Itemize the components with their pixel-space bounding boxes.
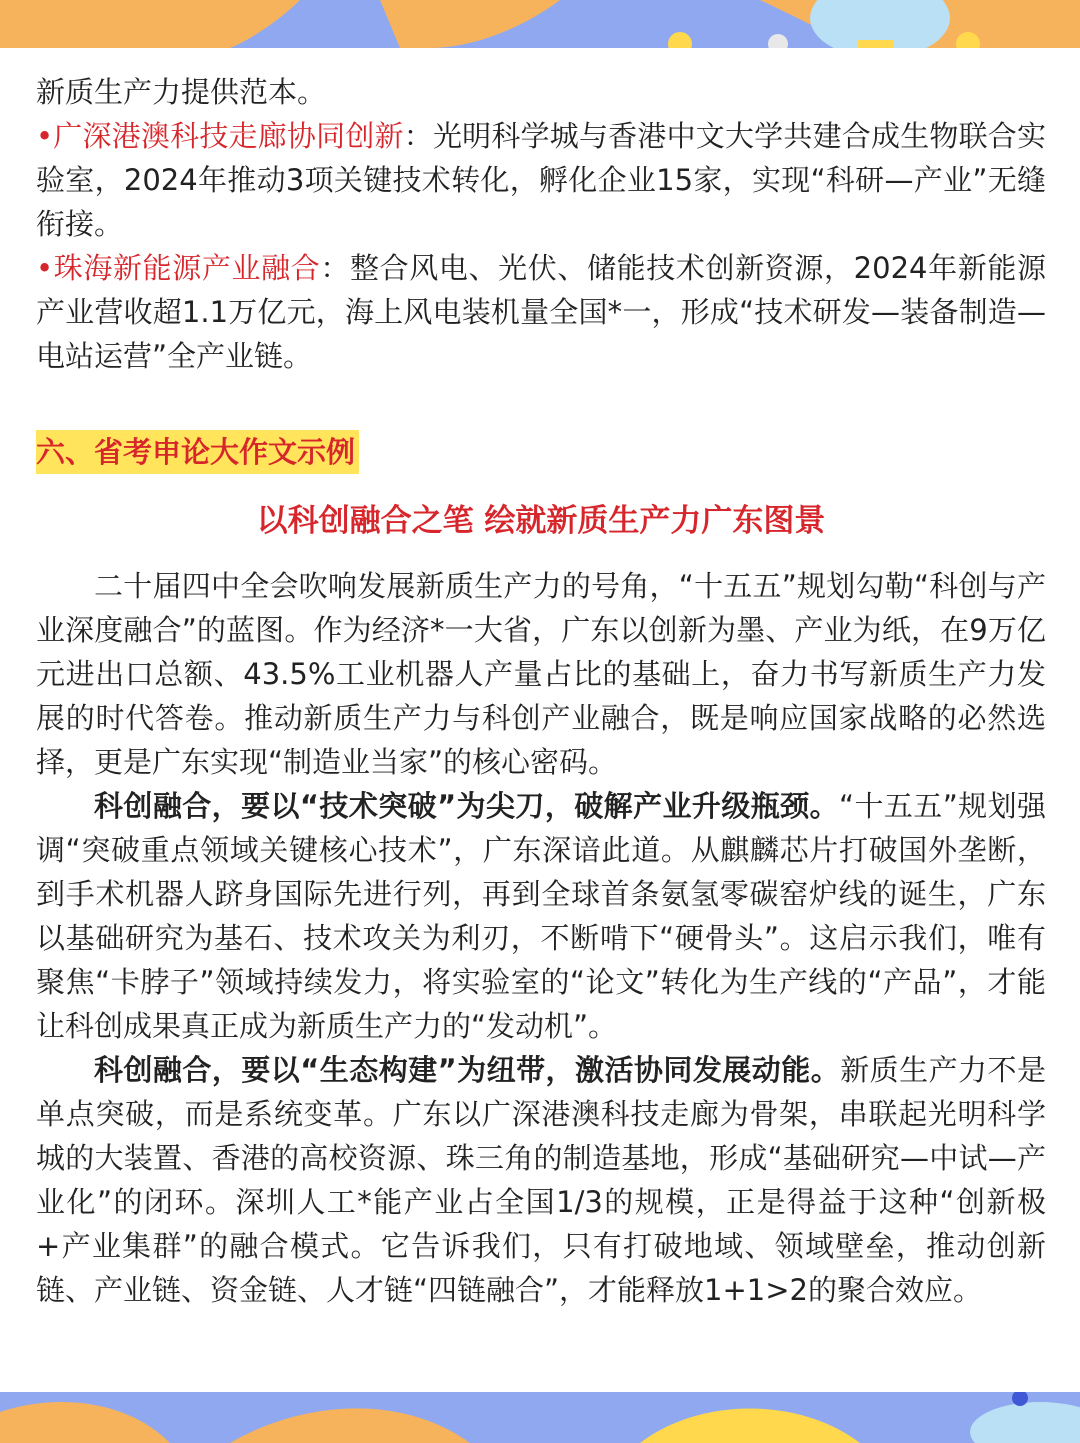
top-decorative-band bbox=[0, 0, 1080, 48]
orange-blob-left bbox=[0, 1402, 170, 1443]
intro-continuation: 新质生产力提供范本。 bbox=[36, 75, 327, 109]
bullet-item-zhuhai-energy bbox=[36, 246, 1046, 378]
article-content bbox=[36, 70, 1046, 1312]
essay-title: 以科创融合之笔 绘就新质生产力广东图景 bbox=[256, 503, 826, 539]
orange-blob-left bbox=[0, 0, 300, 48]
bullet-item-gba-corridor bbox=[36, 114, 1046, 246]
grey-dot bbox=[768, 34, 788, 48]
top-band-shapes bbox=[0, 0, 1080, 48]
orange-blob-middle bbox=[230, 1408, 470, 1443]
section-heading: 六、省考申论大作文示例 bbox=[36, 430, 359, 474]
paragraph-body: “十五五”规划强调“突破重点领域关键核心技术”，广东深谙此道。从麒麟芯片打破国外垄断，到手术机器人跻身国际先进行列，再到全球首条氨氢零碳窑炉线的诞生，广东以基础研究为基石、技术攻关为利刃，不断啃下“硬骨头”。这启示我们，唯有聚焦“卡脖子”领域持续发力，将实验室的“论文”转化为生产线的“产品”，才能让科创成果真正成为新质生产力的“发动机”。 bbox=[36, 789, 1046, 1043]
bullet-text: ：光明科学城与香港中文大学共建合成生物联合实验室，2024年推动3项关键技术转化，孵化企业15家，实现“科研—产业”无缝衔接。 bbox=[36, 119, 1046, 241]
yellow-dot-1 bbox=[668, 32, 692, 48]
essay-paragraph-3 bbox=[36, 1048, 1046, 1312]
bottom-band-shapes bbox=[0, 1392, 1080, 1443]
essay-paragraph-1: 二十届四中全会吹响发展新质生产力的号角，“十五五”规划勾勒“科创与产业深度融合”的蓝图。作为经济*一大省，广东以创新为墨、产业为纸，在9万亿元进出口总额、43.5%工业机器人产量占比的基础上，奋力书写新质生产力发展的时代答卷。推动新质生产力与科创产业融合，既是响应国家战略的必然选择，更是广东实现“制造业当家”的核心密码。 bbox=[36, 569, 1046, 779]
bottom-decorative-band bbox=[0, 1392, 1080, 1443]
bullet-title: •珠海新能源产业融合 bbox=[36, 251, 321, 285]
light-blue-blob bbox=[970, 1402, 1080, 1443]
orange-blob-middle bbox=[380, 0, 560, 48]
paragraph-body: 新质生产力不是单点突破，而是系统变革。广东以广深港澳科技走廊为骨架，串联起光明科学城的大装置、香港的高校资源、珠三角的制造基地，形成“基础研究—中试—产业化”的闭环。深圳人工*能产业占全国1/3的规模，正是得益于这种“创新极+产业集群”的融合模式。它告诉我们，只有打破地域、领域壁垒，推动创新链、产业链、资金链、人才链“四链融合”，才能释放1+1>2的聚合效应。 bbox=[36, 1053, 1046, 1307]
paragraph-lead: 科创融合，要以“技术突破”为尖刀，破解产业升级瓶颈。 bbox=[94, 789, 840, 823]
paragraph-lead: 科创融合，要以“生态构建”为纽带，激活协同发展动能。 bbox=[94, 1053, 841, 1087]
yellow-blob bbox=[640, 1409, 860, 1443]
bullet-title: •广深港澳科技走廊协同创新 bbox=[36, 119, 404, 153]
yellow-bar bbox=[858, 40, 894, 48]
bullet-text: ：整合风电、光伏、储能技术创新资源，2024年新能源产业营收超1.1万亿元，海上风电装机量全国*一，形成“技术研发—装备制造—电站运营”全产业链。 bbox=[36, 251, 1046, 373]
essay-paragraph-2 bbox=[36, 784, 1046, 1048]
